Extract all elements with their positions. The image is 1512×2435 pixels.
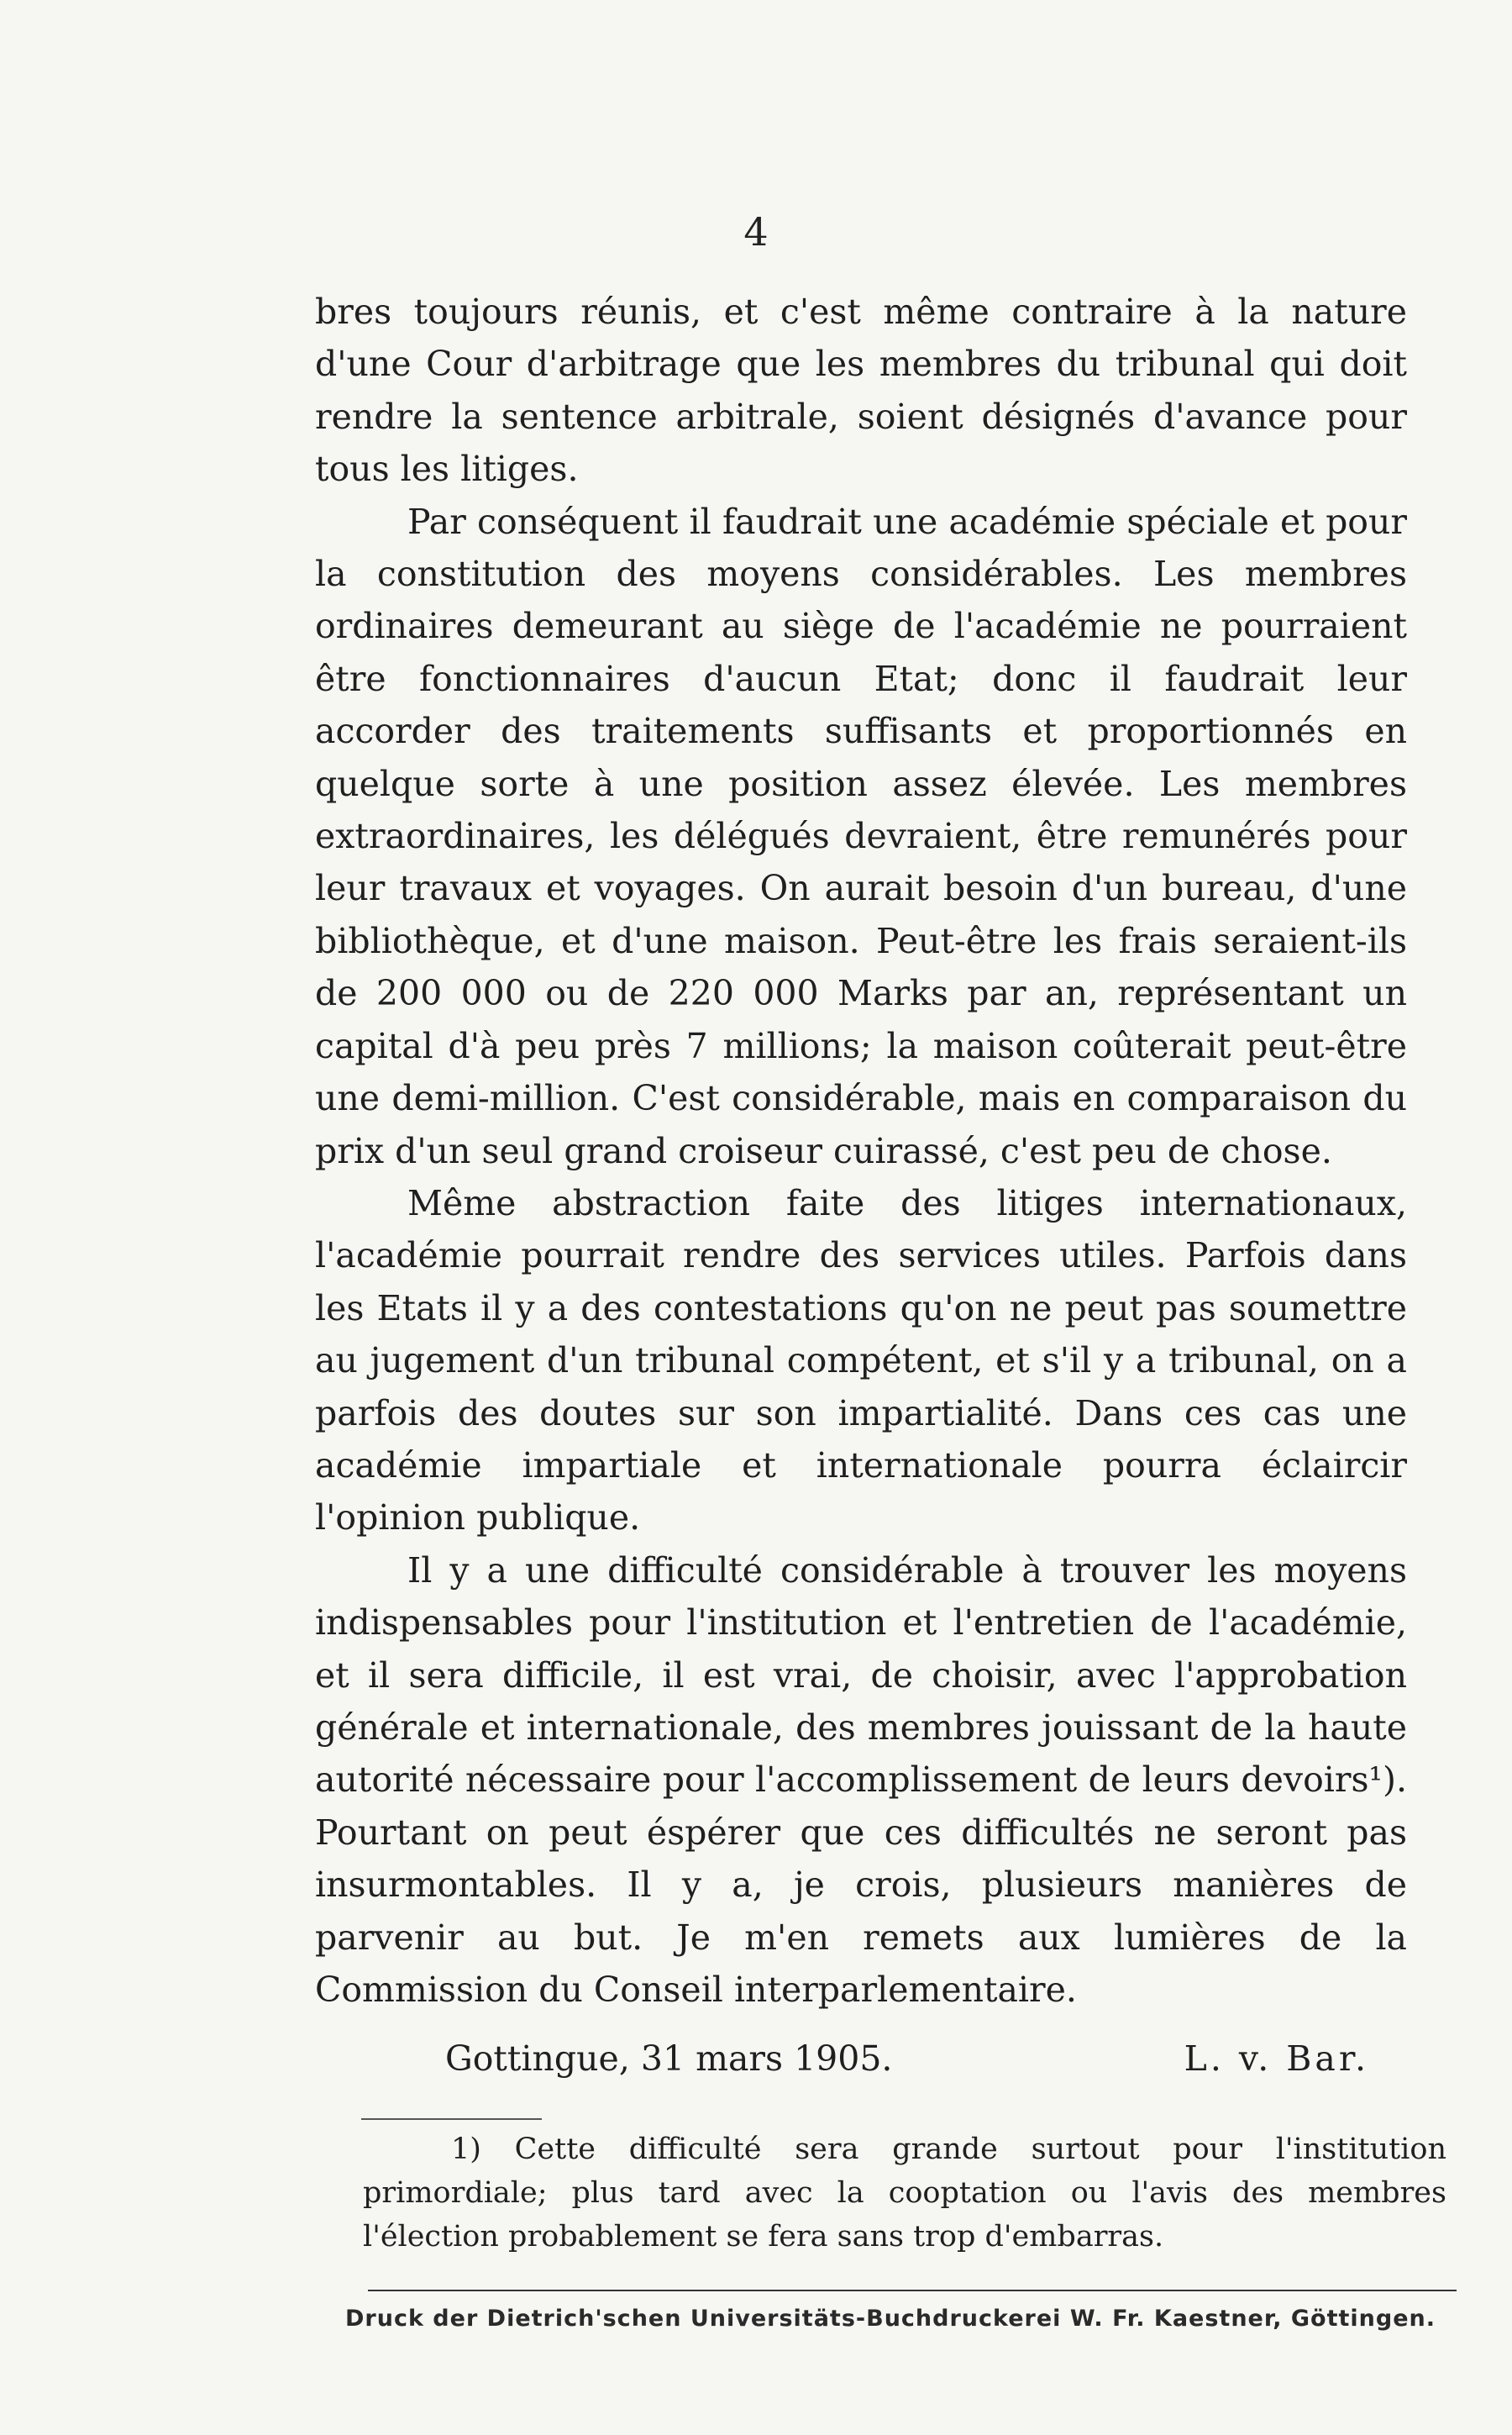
printer-imprint: Druck der Dietrich'schen Universitäts-Buchdruckerei W. Fr. Kaestner, Göttingen.: [345, 2306, 1436, 2332]
paragraph-difficulties: Il y a une difficulté considérable à trouver les moyens indispensables pour l'institution et l'entretien de l'académie, et il sera difficile, il est vrai, de choisir, avec l'approbation générale et internationale, des membres jouissant de la haute autorité nécessaire pour l'accomplissement de leurs devoirs¹). Pourtant on peut éspérer que ces difficultés ne seront pas insurmontables. Il y a, je crois, plusieurs manières de parvenir au but. Je m'en remets aux lumières de la Commission du Conseil interparlementaire.: [315, 1549, 1407, 2010]
footnote: [363, 2127, 1446, 2259]
footnote-divider: [361, 2118, 542, 2120]
paragraph-academy-costs: Par conséquent il faudrait une académie spéciale et pour la constitution des moyens considérables. Les membres ordinaires demeurant au siège de l'académie ne pourraient être fonctionnaires d'aucun Etat; donc il faudrait leur accorder des traitements suffisants et proportionnés en quelque sorte à une position assez élevée. Les membres extraordinaires, les délégués devraient, être remunérés pour leur travaux et voyages. On aurait besoin d'un bureau, d'une bibliothèque, et d'une maison. Peut-être les frais seraient-ils de 200 000 ou de 220 000 Marks par an, représentant un capital d'à peu près 7 millions; la maison coûterait peut-être une demi-million. C'est considérable, mais en comparaison du prix d'un seul grand croiseur cuirassé, c'est peu de chose.: [315, 501, 1407, 1171]
paragraph-useful-services: Même abstraction faite des litiges internationaux, l'académie pourrait rendre des services utiles. Parfois dans les Etats il y a des contestations qu'on ne peut pas soumettre au jugement d'un tribunal compétent, et s'il y a tribunal, on a parfois des doutes sur son impartialité. Dans ces cas une académie impartiale et internationale pourra éclaircir l'opinion publique.: [315, 1182, 1407, 1538]
place-date: Gottingue, 31 mars 1905.: [445, 2038, 893, 2079]
paragraph-continuation: bres toujours réunis, et c'est même contraire à la nature d'une Cour d'arbitrage que les membres du tribunal qui doit rendre la sentence arbitrale, soient désignés d'avance pour tous les litiges.: [315, 292, 1407, 490]
footnote-text: 1) Cette difficulté sera grande surtout pour l'institution primordiale; plus tard avec la cooptation ou l'avis des membres l'élection probablement se fera sans trop d'embarras.: [363, 2133, 1446, 2254]
page-number: 4: [743, 209, 769, 255]
imprint-divider: [368, 2290, 1457, 2291]
body-text: [315, 286, 1407, 2016]
author-signature: L. v. Bar.: [1184, 2038, 1369, 2079]
